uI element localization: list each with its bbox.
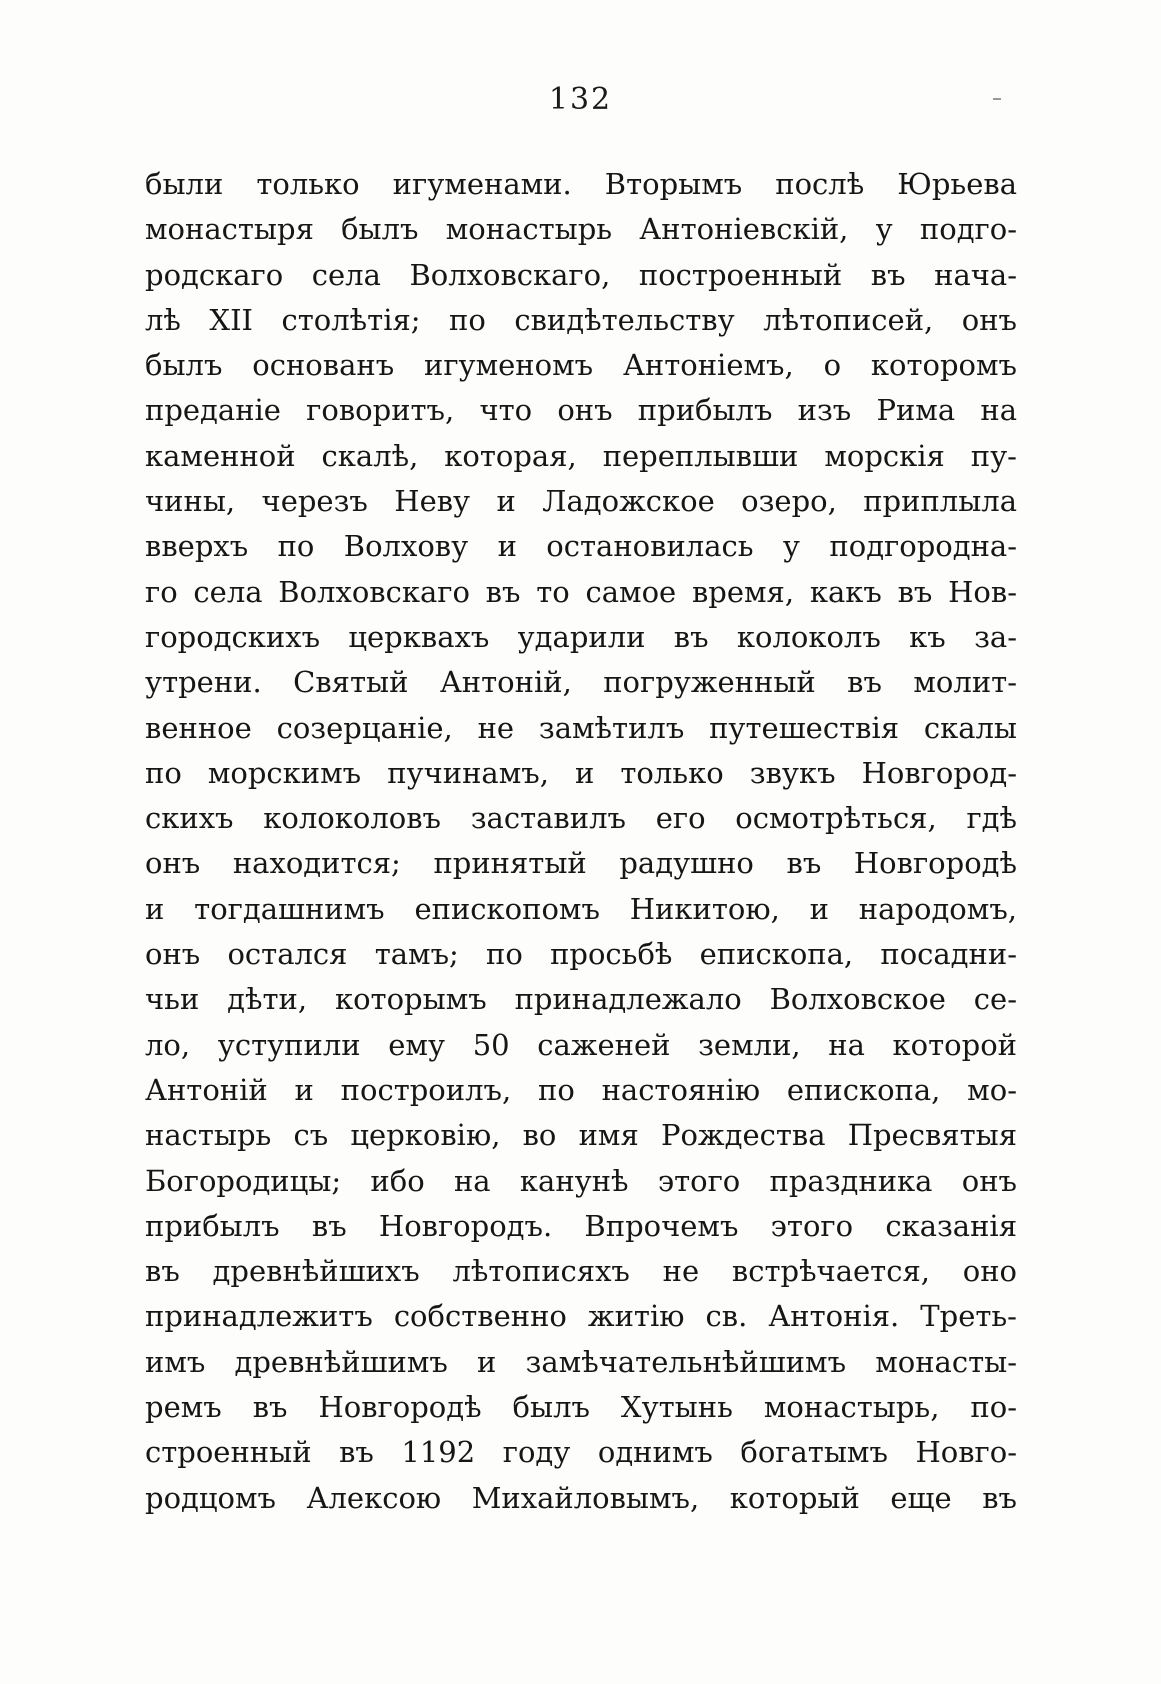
text-line: и тогдашнимъ епископомъ Никитою, и народомъ, (145, 891, 1017, 926)
text-line: го села Волховскаго въ то самое время, какъ въ Нов- (145, 574, 1017, 609)
text-line: настырь съ церковію, во имя Рождества Пресвятыя (145, 1118, 1017, 1153)
text-line: Антоній и построилъ, по настоянію епископа, мо- (145, 1072, 1017, 1107)
text-line: чины, черезъ Неву и Ладожское озеро, приплыла (145, 484, 1017, 519)
text-line: ремъ въ Новгородѣ былъ Хутынь монастырь, по- (145, 1390, 1017, 1425)
page-number: 132 (548, 82, 613, 117)
text-line: родскаго села Волховскаго, построенный въ нача- (145, 257, 1017, 292)
text-line: онъ находится; принятый радушно въ Новгородѣ (145, 846, 1017, 881)
text-line: принадлежитъ собственно житію св. Антонія. Треть- (145, 1299, 1017, 1334)
text-line: былъ основанъ игуменомъ Антоніемъ, о которомъ (145, 348, 1017, 383)
body-text (145, 162, 1017, 1521)
text-line: каменной скалѣ, которая, переплывши морскія пу- (145, 438, 1017, 473)
text-line: были только игуменами. Вторымъ послѣ Юрьева (145, 167, 1017, 201)
scan-mark (993, 98, 1001, 100)
text-line: венное созерцаніе, не замѣтилъ путешествія скалы (145, 710, 1017, 745)
text-line: онъ остался тамъ; по просьбѣ епископа, посадни- (145, 937, 1017, 972)
text-line: имъ древнѣйшимъ и замѣчательнѣйшимъ монасты- (145, 1344, 1017, 1379)
text-line: прибылъ въ Новгородъ. Впрочемъ этого сказанія (145, 1208, 1017, 1243)
text-line: вверхъ по Волхову и остановилась у подгородна- (145, 529, 1017, 564)
text-line: монастыря былъ монастырь Антоніевскій, у подго- (145, 212, 1017, 247)
text-line: скихъ колоколовъ заставилъ его осмотрѣться, гдѣ (145, 801, 1017, 836)
text-line: чьи дѣти, которымъ принадлежало Волховское се- (145, 982, 1017, 1017)
text-line: ло, уступили ему 50 саженей земли, на которой (145, 1027, 1017, 1062)
text-line: строенный въ 1192 году однимъ богатымъ Новго- (145, 1435, 1017, 1470)
text-line: въ древнѣйшихъ лѣтописяхъ не встрѣчается, оно (145, 1254, 1017, 1289)
text-line: городскихъ церквахъ ударили въ колоколъ къ за- (145, 619, 1017, 654)
text-line: преданіе говоритъ, что онъ прибылъ изъ Рима на (145, 393, 1017, 428)
text-line: по морскимъ пучинамъ, и только звукъ Новгород- (145, 755, 1017, 790)
text-line: утрени. Святый Антоній, погруженный въ молит- (145, 665, 1017, 700)
text-line: лѣ XII столѣтія; по свидѣтельству лѣтописей, онъ (145, 302, 1017, 337)
text-line: родцомъ Алексою Михайловымъ, который еще въ (145, 1480, 1017, 1515)
text-line: Богородицы; ибо на канунѣ этого праздника онъ (145, 1163, 1017, 1198)
